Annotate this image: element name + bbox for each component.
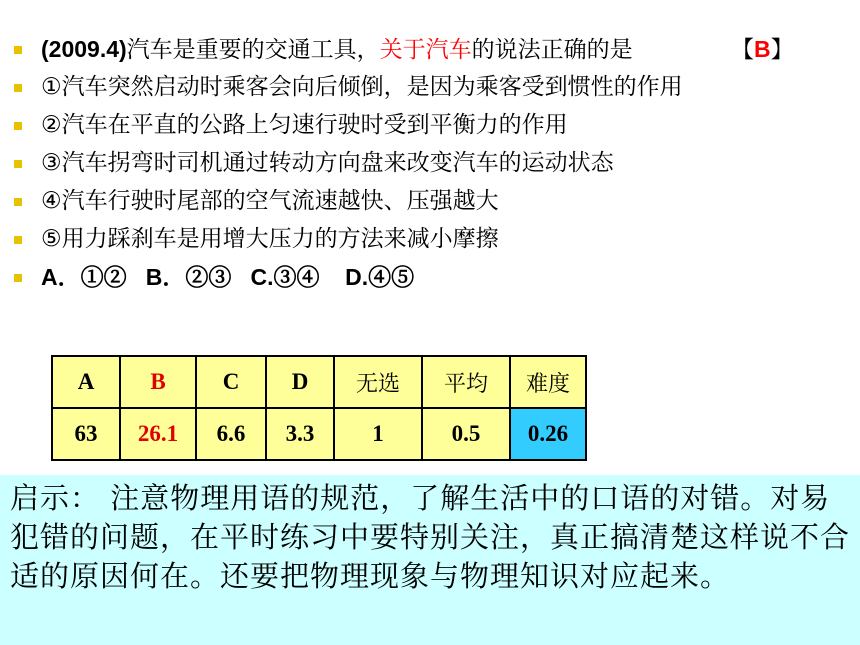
insight-note	[0, 475, 860, 645]
value-cell: 0.5	[422, 408, 510, 460]
statement-4: ④汽车行驶时尾部的空气流速越快、压强越大	[8, 182, 858, 220]
answer-options: A．①② B．②③ C.③④ D.④⑤	[8, 258, 858, 296]
bullet-icon	[14, 122, 22, 130]
bullet-icon	[14, 84, 22, 92]
table-row	[52, 408, 586, 460]
header-cell: B	[120, 356, 196, 408]
question-source: (2009.4)	[41, 36, 127, 62]
bullet-icon	[14, 236, 22, 244]
question-list	[8, 30, 858, 296]
answer-stats-table	[51, 355, 587, 461]
header-cell: D	[266, 356, 334, 408]
value-cell: 63	[52, 408, 120, 460]
stem-highlight: 关于汽车	[379, 37, 472, 63]
bullet-icon	[14, 198, 22, 206]
value-cell: 26.1	[120, 408, 196, 460]
header-cell: 平均	[422, 356, 510, 408]
bullet-icon	[14, 274, 22, 282]
insight-text: 启示： 注意物理用语的规范，了解生活中的口语的对错。对易犯错的问题，在平时练习中要特别关注，真正搞清楚这样说不合适的原因何在。还要把物理现象与物理知识对应起来。	[10, 481, 851, 593]
value-cell: 6.6	[196, 408, 266, 460]
header-cell: A	[52, 356, 120, 408]
difficulty-value-cell: 0.26	[510, 408, 586, 460]
statement-2: ②汽车在平直的公路上匀速行驶时受到平衡力的作用	[8, 106, 858, 144]
table-header-row	[52, 356, 586, 408]
bullet-icon	[14, 46, 22, 54]
bullet-icon	[14, 160, 22, 168]
question-stem	[8, 30, 858, 68]
stem-prefix: 汽车是重要的交通工具，	[126, 37, 380, 63]
answer-letter: B	[754, 36, 771, 62]
statement-5: ⑤用力踩刹车是用增大压力的方法来减小摩擦	[8, 220, 858, 258]
statement-3: ③汽车拐弯时司机通过转动方向盘来改变汽车的运动状态	[8, 144, 858, 182]
statement-1: ①汽车突然启动时乘客会向后倾倒，是因为乘客受到惯性的作用	[8, 68, 858, 106]
answer-marker: 【B】	[731, 36, 794, 63]
header-cell: 无选	[334, 356, 422, 408]
value-cell: 3.3	[266, 408, 334, 460]
header-cell: C	[196, 356, 266, 408]
header-cell: 难度	[510, 356, 586, 408]
stem-suffix: 的说法正确的是	[471, 37, 633, 63]
value-cell: 1	[334, 408, 422, 460]
